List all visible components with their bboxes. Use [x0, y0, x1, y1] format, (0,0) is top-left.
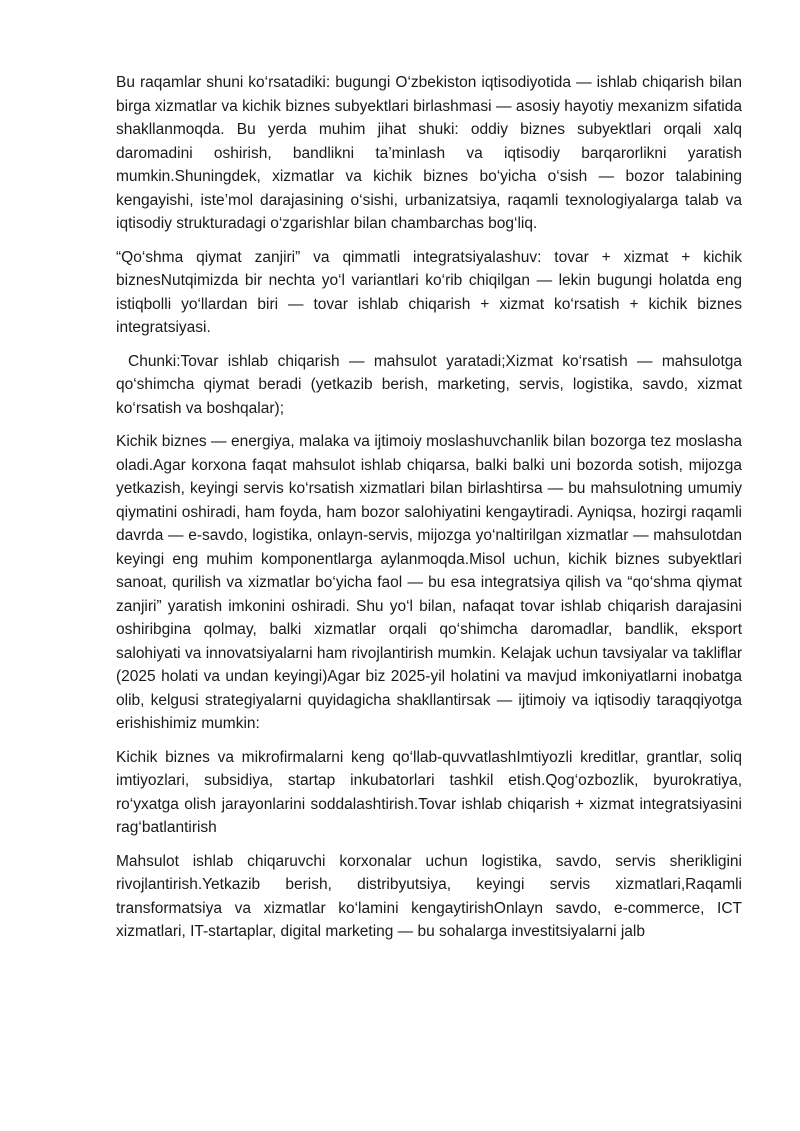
paragraph-small-business: Kichik biznes — energiya, malaka va ijtimoiy moslashuvchanlik bilan bozorga tez moslasha oladi.Agar korxona faqat mahsulot ishlab chiqarsa, balki balki uni bozorda sotish, mijozga yetkazish, keyingi servis ko‘rsatish xizmatlari bilan birlashtirsa — bu mahsulotning umumiy qiymatini oshiradi, ham foyda, ham bozor salohiyatini kengaytiradi. Ayniqsa, hozirgi raqamli davrda — e-savdo, logistika, onlayn-servis, mijozga yo‘naltirilgan xizmatlar — mahsulotdan keyingi eng muhim komponentlarga aylanmoqda.Misol uchun, kichik biznes subyektlari sanoat, qurilish va xizmatlar bo‘yicha faol — bu esa integratsiya qilish va “qo‘shma qiymat zanjiri” yaratish imkonini oshiradi. Shu yo‘l bilan, nafaqat tovar ishlab chiqarish darajasini oshiribgina qolmay, balki xizmatlar orqali qo‘shimcha daromadlar, bandlik, eksport salohiyati va innovatsiyalarni ham rivojlantirish mumkin. Kelajak uchun tavsiyalar va takliflar (2025 holati va undan keyingi)Agar biz 2025-yil holatini va mavjud imkoniyatlarni inobatga olib, kelgusi strategiyalarni quyidagicha shakllantirsak — ijtimoiy va iqtisodiy taraqqiyotga erishishimiz mumkin:: [116, 433, 742, 732]
paragraph-intro: Bu raqamlar shuni ko‘rsatadiki: bugungi O‘zbekiston iqtisodiyotida — ishlab chiqarish bilan birga xizmatlar va kichik biznes subyektlari birlashmasi — asosiy hayotiy mexanizm sifatida shakllanmoqda. Bu yerda muhim jihat shuki: oddiy biznes subyektlari orqali xalq daromadini oshirish, bandlikni ta’minlash va iqtisodiy barqarorlikni yaratish mumkin.Shuningdek, xizmatlar va kichik biznes bo‘yicha o‘sish — bozor talabining kengayishi, iste’mol darajasining o‘sishi, urbanizatsiya, raqamli texnologiyalarga talab va iqtisodiy strukturadagi o‘zgarishlar bilan chambarchas bog‘liq.: [116, 74, 742, 232]
paragraph-support: Kichik biznes va mikrofirmalarni keng qo‘llab-quvvatlashImtiyozli kreditlar, grantlar, soliq imtiyozlari, subsidiya, startap inkubatorlari tashkil etish.Qog‘ozbozlik, byurokratiya, ro‘yxatga olish jarayonlarini soddalashtirish.Tovar ishlab chiqarish + xizmat integratsiyasini rag‘batlantirish: [116, 748, 742, 836]
paragraph-value-chain: “Qo‘shma qiymat zanjiri” va qimmatli integratsiyalashuv: tovar + xizmat + kichik biznesNutqimizda bir nechta yo‘l variantlari ko‘rib chiqilgan — lekin bugungi holatda eng istiqbolli yo‘llardan biri — tovar ishlab chiqarish + xizmat ko‘rsatish + kichik biznes integratsiyasi.: [116, 248, 742, 336]
paragraph-because: Chunki:Tovar ishlab chiqarish — mahsulot yaratadi;Xizmat ko‘rsatish — mahsulotga qo‘shimcha qiymat beradi (yetkazib berish, marketing, servis, logistika, savdo, xizmat ko‘rsatish va boshqalar);: [116, 352, 742, 417]
document-body: [116, 71, 742, 954]
paragraph-logistics: Mahsulot ishlab chiqaruvchi korxonalar uchun logistika, savdo, servis sherikligini rivojlantirish.Yetkazib berish, distribyutsiya, keyingi servis xizmatlari,Raqamli transformatsiya va xizmatlar ko‘lamini kengaytirishOnlayn savdo, e-commerce, ICT xizmatlari, IT-startaplar, digital marketing — bu sohalarga investitsiyalarni jalb: [116, 852, 742, 940]
